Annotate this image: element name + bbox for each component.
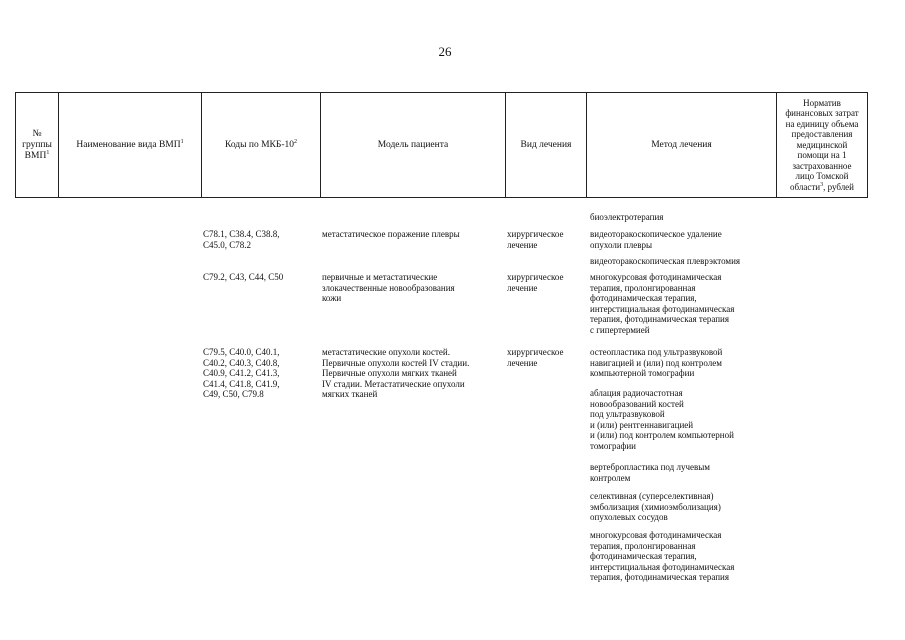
code-line: C41.4, C41.8, C41.9, bbox=[203, 378, 280, 389]
header-text: области bbox=[789, 181, 821, 192]
method-block bbox=[590, 388, 734, 451]
header-patient-model bbox=[321, 93, 506, 197]
method-block bbox=[590, 530, 734, 583]
model-line: Первичные опухоли мягких тканей bbox=[322, 368, 457, 378]
code-line: C40.9, C41.2, C41.3, bbox=[203, 368, 280, 378]
header-treatment-method bbox=[587, 93, 777, 197]
header-text: Норматив bbox=[803, 97, 841, 108]
model-line: Первичные опухоли костей IV стадии. bbox=[322, 357, 470, 368]
treatment-type-cell bbox=[507, 347, 563, 368]
header-text: Метод лечения bbox=[651, 139, 712, 150]
header-icd-codes bbox=[202, 93, 321, 197]
header-text: лицо Томской bbox=[795, 171, 849, 182]
code-line: C40.2, C40.3, C40.8, bbox=[203, 357, 280, 368]
type-line: лечение bbox=[507, 282, 538, 293]
icd-codes-cell bbox=[203, 229, 280, 250]
type-line: хирургическое bbox=[507, 229, 564, 239]
header-vmp-name bbox=[59, 93, 202, 197]
method-line: опухолевых сосудов bbox=[590, 512, 668, 522]
header-group-number bbox=[16, 93, 59, 197]
model-line: мягких тканей bbox=[322, 389, 378, 399]
type-line: лечение bbox=[507, 357, 538, 368]
page-number: 26 bbox=[438, 44, 452, 59]
method-line: с гипертермией bbox=[590, 324, 650, 335]
method-block bbox=[590, 491, 721, 523]
icd-codes-cell bbox=[203, 347, 280, 400]
model-line: IV стадии. Метастатические опухоли bbox=[322, 378, 465, 389]
method-line: селективная (суперселективная) bbox=[590, 491, 714, 501]
method-line: терапия, фотодинамическая терапия bbox=[590, 314, 729, 324]
method-line: интерстициальная фотодинамическая bbox=[590, 303, 735, 314]
treatment-type-cell bbox=[507, 229, 563, 250]
header-text: № bbox=[32, 128, 42, 139]
table-header bbox=[15, 92, 868, 198]
method-line: фотодинамическая терапия, bbox=[590, 293, 697, 303]
header-text: финансовых затрат bbox=[785, 108, 859, 119]
method-line: вертебропластика под лучевым bbox=[590, 462, 710, 472]
header-text: Коды по МКБ-10 bbox=[224, 139, 295, 150]
model-line: кожи bbox=[322, 293, 342, 303]
header-text: застрахованное bbox=[792, 160, 852, 171]
code-line: C49, C50, C79.8 bbox=[203, 389, 264, 399]
code-line: C79.5, C40.0, C40.1, bbox=[203, 347, 280, 357]
header-text: группы bbox=[22, 139, 52, 150]
method-line: многокурсовая фотодинамическая bbox=[590, 530, 722, 540]
method-line: биоэлектротерапия bbox=[590, 212, 664, 222]
method-line: под ультразвуковой bbox=[590, 409, 665, 419]
method-line: видеоторакоскопическая плеврэктомия bbox=[590, 256, 741, 266]
header-text: медицинской bbox=[796, 139, 848, 150]
header-text: предоставления bbox=[791, 129, 853, 140]
model-line: метастатические опухоли костей. bbox=[322, 347, 450, 357]
method-block bbox=[590, 212, 663, 223]
method-line: остеопластика под ультразвуковой bbox=[590, 347, 723, 357]
method-line: многокурсовая фотодинамическая bbox=[590, 272, 722, 282]
header-text: ВМП bbox=[24, 150, 47, 161]
type-line: хирургическое bbox=[507, 272, 564, 282]
method-line: терапия, пролонгированная bbox=[590, 282, 696, 293]
method-line: томографии bbox=[590, 440, 636, 451]
method-line: терапия, фотодинамическая терапия bbox=[590, 572, 729, 582]
header-treatment-type bbox=[506, 93, 587, 197]
footnote-mark: 1 bbox=[46, 149, 50, 156]
method-line: и (или) рентгеннавигацией bbox=[590, 419, 694, 430]
method-line: аблация радиочастотная bbox=[590, 388, 683, 398]
header-text: , рублей bbox=[823, 181, 854, 192]
method-line: контролем bbox=[590, 472, 631, 483]
treatment-type-cell bbox=[507, 272, 563, 293]
patient-model-cell bbox=[322, 272, 455, 304]
method-block bbox=[590, 347, 722, 379]
method-line: фотодинамическая терапия, bbox=[590, 551, 697, 561]
model-line: метастатическое поражение плевры bbox=[322, 229, 460, 239]
footnote-mark: 3 bbox=[820, 181, 824, 188]
method-block bbox=[590, 462, 710, 483]
method-line: эмболизация (химиоэмболизация) bbox=[590, 501, 721, 512]
header-text: Наименование вида ВМП bbox=[76, 139, 181, 150]
code-line: C79.2, C43, C44, C50 bbox=[203, 272, 284, 282]
method-line: и (или) под контролем компьютерной bbox=[590, 430, 734, 440]
footnote-mark: 1 bbox=[180, 138, 184, 145]
header-norm bbox=[777, 93, 867, 197]
footnote-mark: 2 bbox=[294, 138, 298, 145]
method-block bbox=[590, 229, 722, 250]
method-line: терапия, пролонгированная bbox=[590, 540, 696, 551]
method-block bbox=[590, 272, 734, 335]
method-line: компьютерной томографии bbox=[590, 368, 695, 378]
method-line: навигацией и (или) под контролем bbox=[590, 357, 722, 368]
icd-codes-cell bbox=[203, 272, 283, 283]
header-text: на единицу объема bbox=[785, 118, 859, 129]
code-line: C78.1, C38.4, C38.8, bbox=[203, 229, 280, 239]
patient-model-cell bbox=[322, 347, 469, 400]
method-line: опухоли плевры bbox=[590, 239, 653, 250]
header-text: Вид лечения bbox=[520, 139, 572, 150]
type-line: лечение bbox=[507, 239, 538, 250]
type-line: хирургическое bbox=[507, 347, 564, 357]
model-line: злокачественные новообразования bbox=[322, 282, 455, 293]
method-block bbox=[590, 256, 740, 267]
method-line: видеоторакоскопическое удаление bbox=[590, 229, 722, 239]
method-line: интерстициальная фотодинамическая bbox=[590, 561, 735, 572]
method-line: новообразований костей bbox=[590, 398, 684, 409]
header-text: Модель пациента bbox=[377, 139, 449, 150]
code-line: C45.0, C78.2 bbox=[203, 239, 252, 250]
patient-model-cell bbox=[322, 229, 460, 240]
model-line: первичные и метастатические bbox=[322, 272, 438, 282]
header-text: помощи на 1 bbox=[797, 150, 847, 161]
